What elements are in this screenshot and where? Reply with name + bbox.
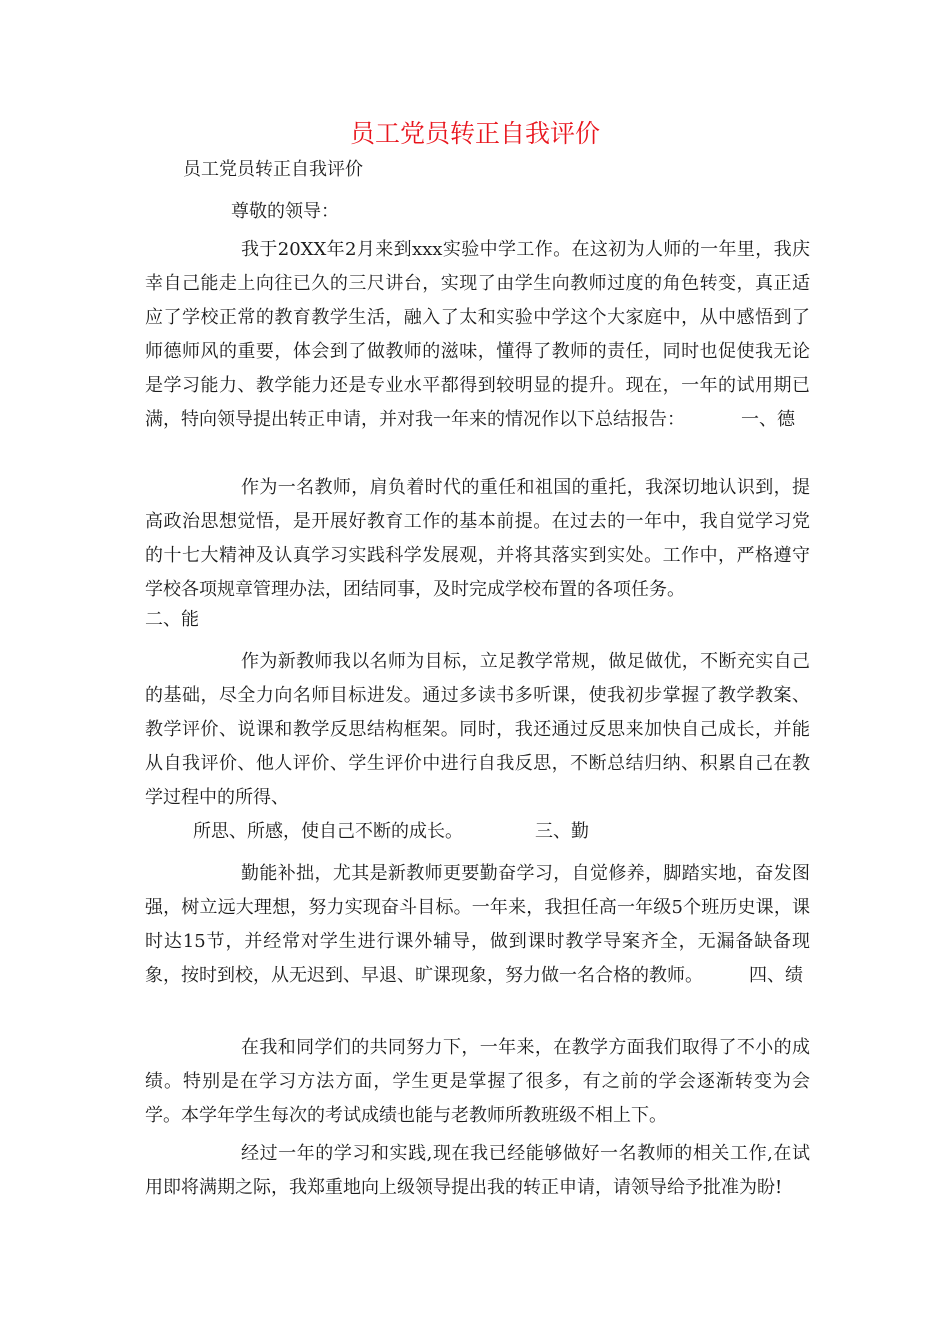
section-heading-ability: 二、能 [145, 609, 199, 630]
paragraph-intro-text: 我于20XX年2月来到xxx实验中学工作。在这初为人师的一年里，我庆幸自己能走上向往已久的三尺讲台，实现了由学生向教师过度的角色转变，真正适应了学校正常的教育教学生活，融入了太和实验中学这个大家庭中，从中感悟到了师德师风的重要，体会到了做教师的滋味，懂得了教师的责任，同时也促使我无论是学习能力、教学能力还是专业水平都得到较明显的提升。现在，一年的试用期已满，特向领导提出转正申请，并对我一年来的情况作以下总结报告： [145, 239, 810, 430]
paragraph-ability-cont-text: 所思、所感，使自己不断的成长。 [193, 821, 463, 842]
section-heading-achievement: 四、绩 [749, 965, 803, 986]
paragraph-conclusion-text: 经过一年的学习和实践,现在我已经能够做好一名教师的相关工作,在试用即将满期之际，我郑重地向上级领导提出我的转正申请，请领导给予批准为盼! [145, 1143, 810, 1198]
paragraph-diligence-text: 勤能补拙，尤其是新教师更要勤奋学习，自觉修养，脚踏实地，奋发图强，树立远大理想，努力实现奋斗目标。一年来，我担任高一年级5个班历史课，课时达15节，并经常对学生进行课外辅导，做到课时教学导案齐全，无漏备缺备现象，按时到校，从无迟到、早退、旷课现象，努力做一名合格的教师。 [145, 863, 810, 986]
document-subtitle: 员工党员转正自我评价 [183, 159, 363, 180]
paragraph-intro [145, 233, 810, 437]
paragraph-diligence [145, 857, 810, 993]
section-heading-virtue: 一、德 [741, 409, 795, 430]
paragraph-achievement-text: 在我和同学们的共同努力下，一年来，在教学方面我们取得了不小的成绩。特别是在学习方法方面，学生更是掌握了很多，有之前的学会逐渐转变为会学。本学年学生每次的考试成绩也能与老教师所教班级不相上下。 [145, 1037, 810, 1126]
paragraph-achievement [145, 1031, 810, 1133]
section-heading-diligence: 三、勤 [535, 821, 589, 842]
paragraph-ability [145, 645, 810, 815]
salutation: 尊敬的领导： [231, 201, 339, 222]
paragraph-ability-text: 作为新教师我以名师为目标，立足教学常规，做足做优，不断充实自己的基础，尽全力向名师目标进发。通过多读书多听课，使我初步掌握了教学教案、教学评价、说课和教学反思结构框架。同时，我还通过反思来加快自己成长，并能从自我评价、他人评价、学生评价中进行自我反思，不断总结归纳、积累自己在教学过程中的所得、 [145, 651, 810, 808]
paragraph-ability-cont [145, 815, 810, 849]
paragraph-conclusion [145, 1137, 810, 1205]
paragraph-virtue [145, 471, 810, 607]
document-title: 员工党员转正自我评价 [349, 119, 600, 148]
paragraph-virtue-text: 作为一名教师，肩负着时代的重任和祖国的重托，我深切地认识到，提高政治思想觉悟，是开展好教育工作的基本前提。在过去的一年中，我自觉学习党的十七大精神及认真学习实践科学发展观，并将其落实到实处。工作中，严格遵守学校各项规章管理办法，团结同事，及时完成学校布置的各项任务。 [145, 477, 810, 600]
